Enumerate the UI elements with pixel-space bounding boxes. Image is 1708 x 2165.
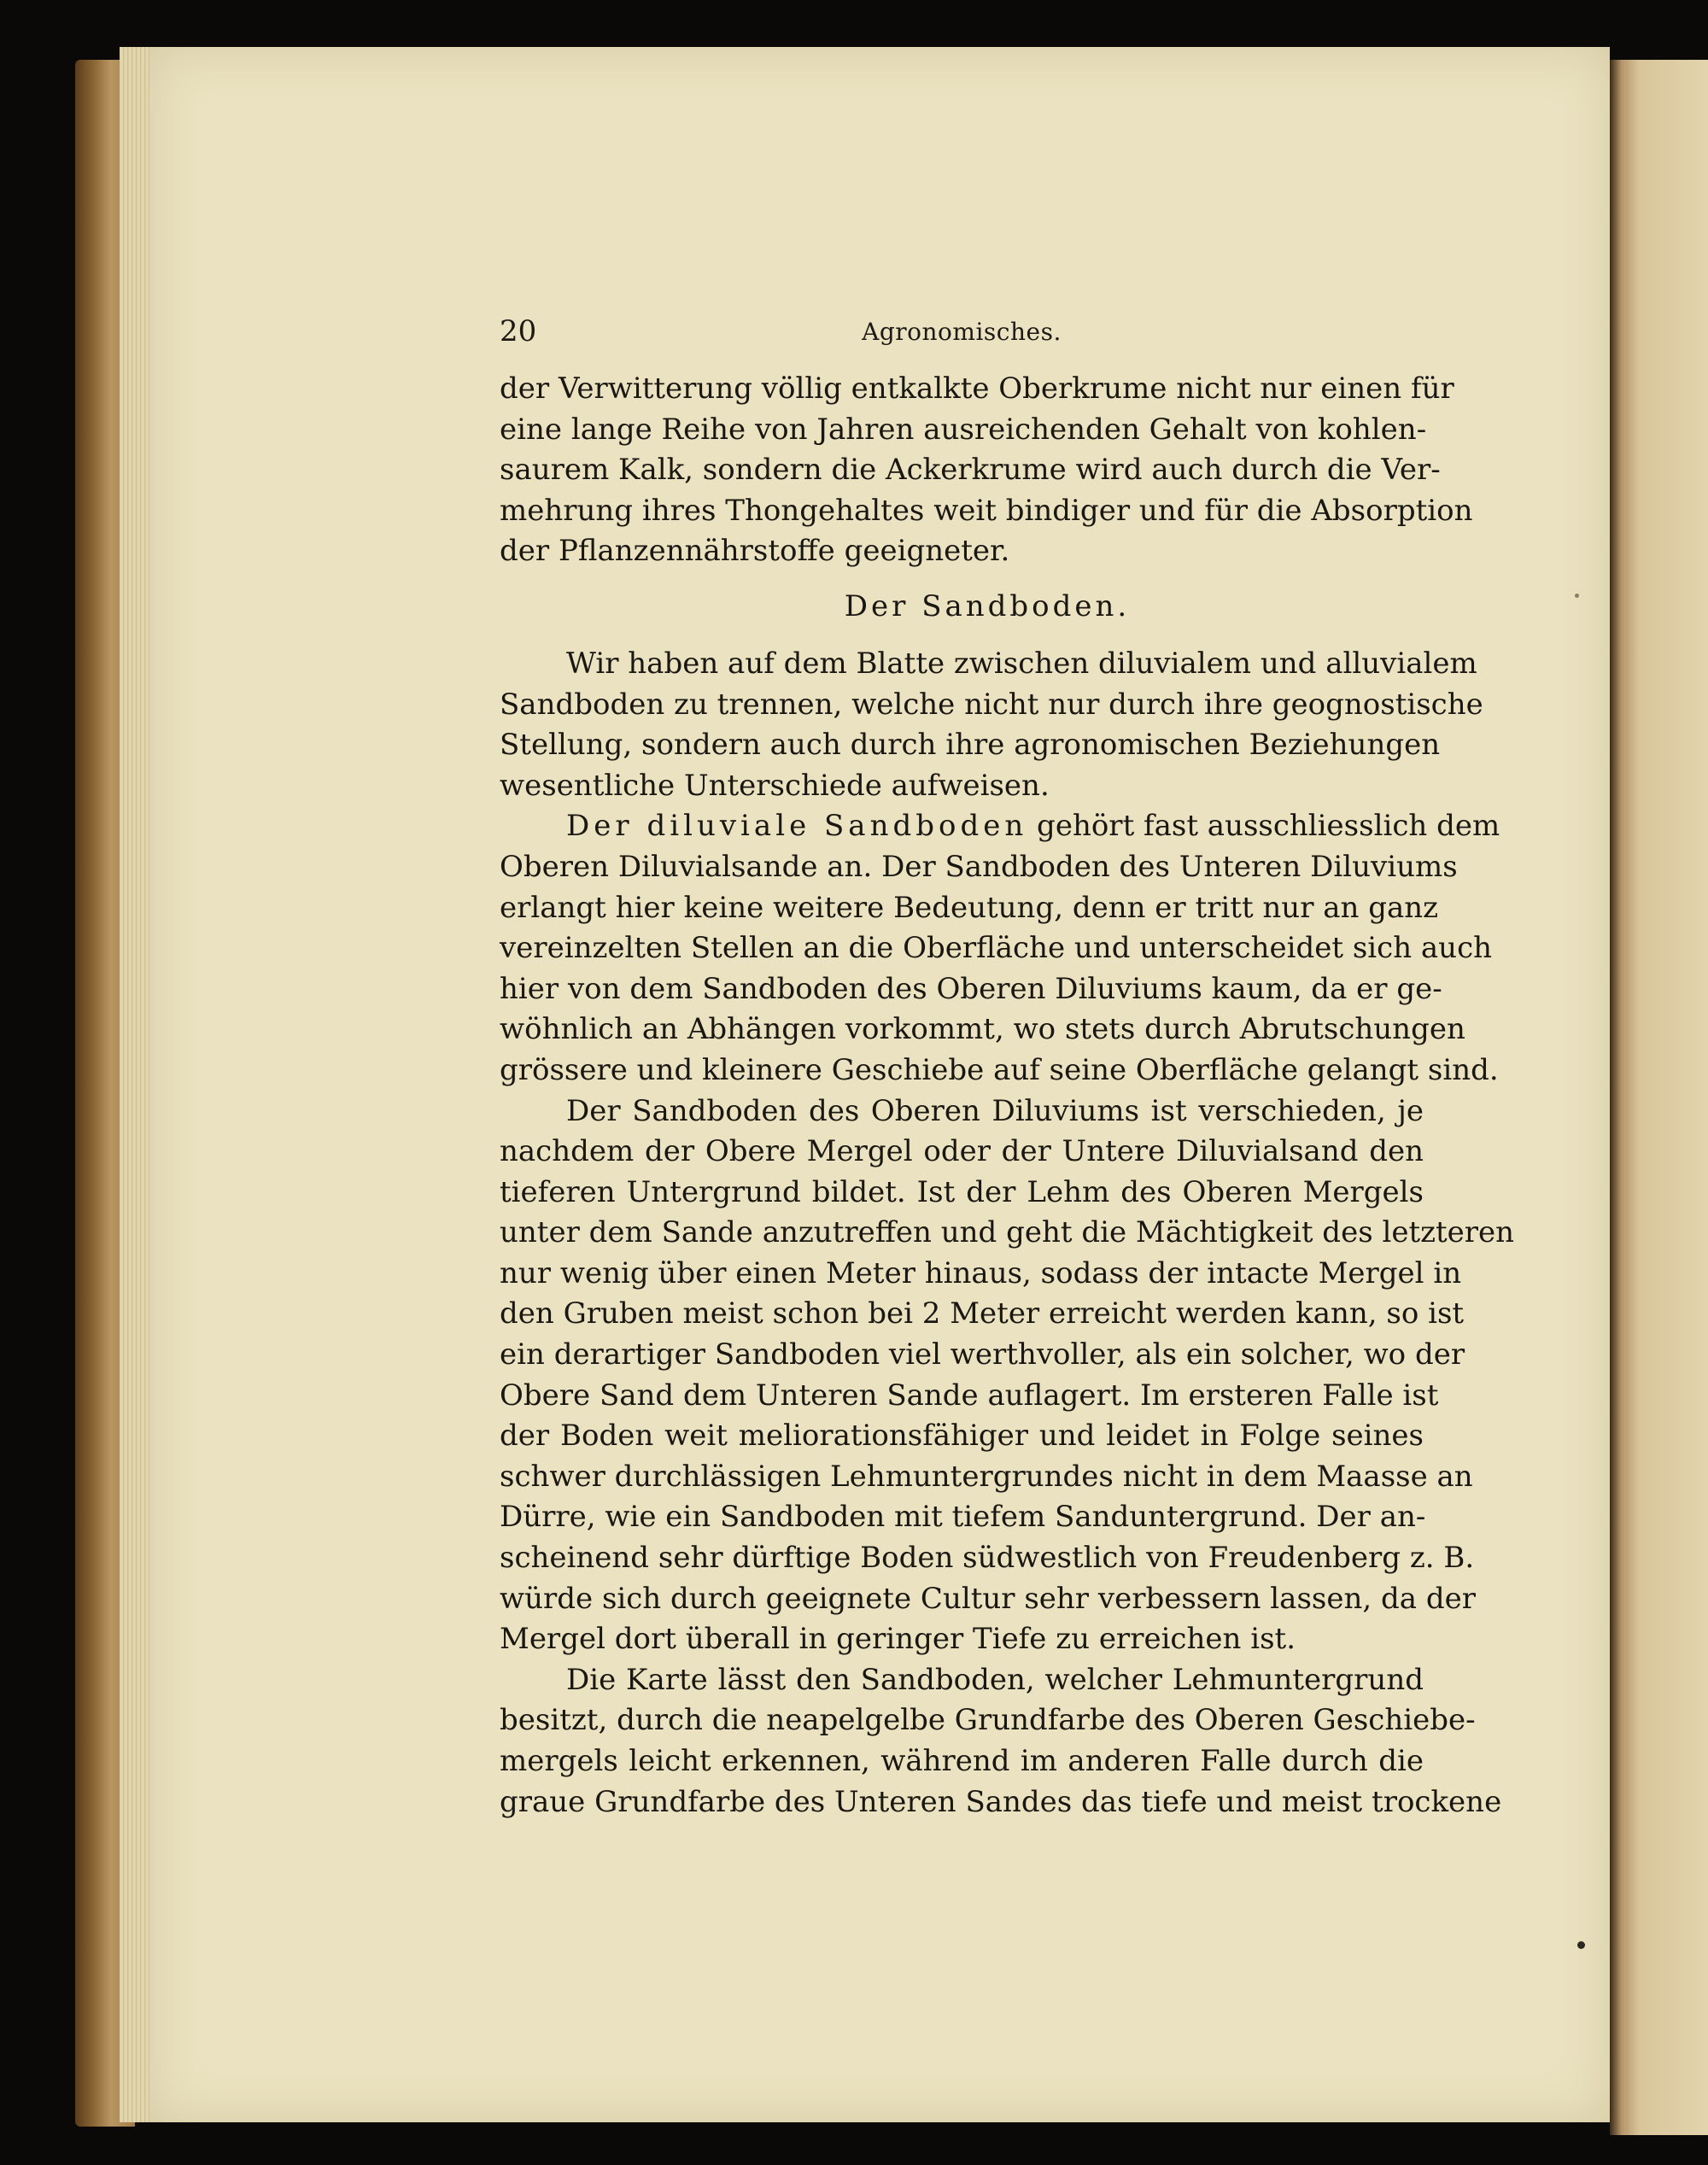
text-line: Oberen Diluvialsande an. Der Sandboden des Unteren Diluviums (500, 849, 1458, 884)
paragraph (500, 644, 1483, 806)
text-line: würde sich durch geeignete Cultur sehr verbessern lassen, da der (500, 1581, 1476, 1616)
text-line: wesentliche Unterschiede aufweisen. (500, 768, 1050, 803)
text-line: Der Sandboden des Oberen Diluviums ist verschieden, je (566, 1093, 1424, 1128)
text-line: hier von dem Sandboden des Oberen Diluviums kaum, da er ge- (500, 971, 1442, 1006)
text-line: unter dem Sande anzutreffen und geht die Mächtigkeit des letzteren (500, 1215, 1515, 1250)
text-line: Die Karte lässt den Sandboden, welcher Lehmuntergrund (566, 1662, 1424, 1697)
text-line: den Gruben meist schon bei 2 Meter erreicht werden kann, so ist (500, 1296, 1465, 1331)
line-remainder: gehört fast ausschliesslich dem (1027, 809, 1500, 844)
text-line: scheinend sehr dürftige Boden südwestlich von Freudenberg z. B. (500, 1541, 1475, 1576)
text-line: Dürre, wie ein Sandboden mit tiefem Sanduntergrund. Der an- (500, 1500, 1426, 1535)
text-line: Obere Sand dem Unteren Sande auflagert. Im ersteren Falle ist (500, 1378, 1439, 1413)
ink-speck (1577, 1941, 1585, 1949)
text-line: nur wenig über einen Meter hinaus, sodass der intacte Mergel in (500, 1255, 1462, 1290)
text-line: Sandboden zu trennen, welche nicht nur durch ihre geognostische (500, 687, 1483, 722)
text-line: der Boden weit meliorationsfähiger und leidet in Folge seines (500, 1419, 1424, 1454)
text-line (500, 806, 1500, 847)
text-line: graue Grundfarbe des Unteren Sandes das tiefe und meist trockene (500, 1784, 1502, 1819)
page-header (500, 314, 1424, 348)
body-text (500, 369, 1515, 1823)
text-line: Mergel dort überall in geringer Tiefe zu erreichen ist. (500, 1622, 1296, 1657)
running-title: Agronomisches. (862, 318, 1062, 346)
paragraph (500, 369, 1473, 572)
page-number: 20 (500, 314, 537, 348)
paragraph (500, 806, 1500, 1091)
text-line: mergels leicht erkennen, während im anderen Falle durch die (500, 1744, 1424, 1778)
paragraph (500, 1660, 1502, 1823)
text-line: vereinzelten Stellen an die Oberfläche und unterscheidet sich auch (500, 931, 1493, 966)
text-line: mehrung ihres Thongehaltes weit bindiger und für die Absorption (500, 493, 1473, 528)
page-stack-edge (120, 47, 154, 2122)
section-heading: Der Sandboden. (844, 588, 1131, 623)
paragraph (500, 1091, 1515, 1660)
text-line: eine lange Reihe von Jahren ausreichenden Gehalt von kohlen- (500, 412, 1427, 447)
text-line: der Pflanzennährstoffe geeigneter. (500, 534, 1010, 569)
text-line: ein derartiger Sandboden viel werthvoller, als ein solcher, wo der (500, 1337, 1465, 1372)
ink-speck (1575, 594, 1579, 598)
text-line: erlangt hier keine weitere Bedeutung, denn er tritt nur an ganz (500, 890, 1439, 925)
text-line: tieferen Untergrund bildet. Ist der Lehm des Oberen Mergels (500, 1174, 1424, 1209)
text-line: der Verwitterung völlig entkalkte Oberkrume nicht nur einen für (500, 372, 1454, 406)
text-line: schwer durchlässigen Lehmuntergrundes nicht in dem Maasse an (500, 1459, 1473, 1494)
spaced-emphasis: Der diluviale Sandboden (566, 809, 1028, 844)
text-line: wöhnlich an Abhängen vorkommt, wo stets durch Abrutschungen (500, 1012, 1465, 1047)
text-line: besitzt, durch die neapelgelbe Grundfarbe des Oberen Geschiebe- (500, 1703, 1476, 1738)
text-line: grössere und kleinere Geschiebe auf seine Oberfläche gelangt sind. (500, 1052, 1499, 1087)
text-line: saurem Kalk, sondern die Ackerkrume wird auch durch die Ver- (500, 453, 1441, 488)
text-line: Wir haben auf dem Blatte zwischen diluvialem und alluvialem (566, 646, 1477, 681)
text-line: nachdem der Obere Mergel oder der Untere Diluvialsand den (500, 1134, 1424, 1169)
text-line: Stellung, sondern auch durch ihre agronomischen Beziehungen (500, 728, 1441, 763)
facing-page-edge (1610, 60, 1708, 2135)
